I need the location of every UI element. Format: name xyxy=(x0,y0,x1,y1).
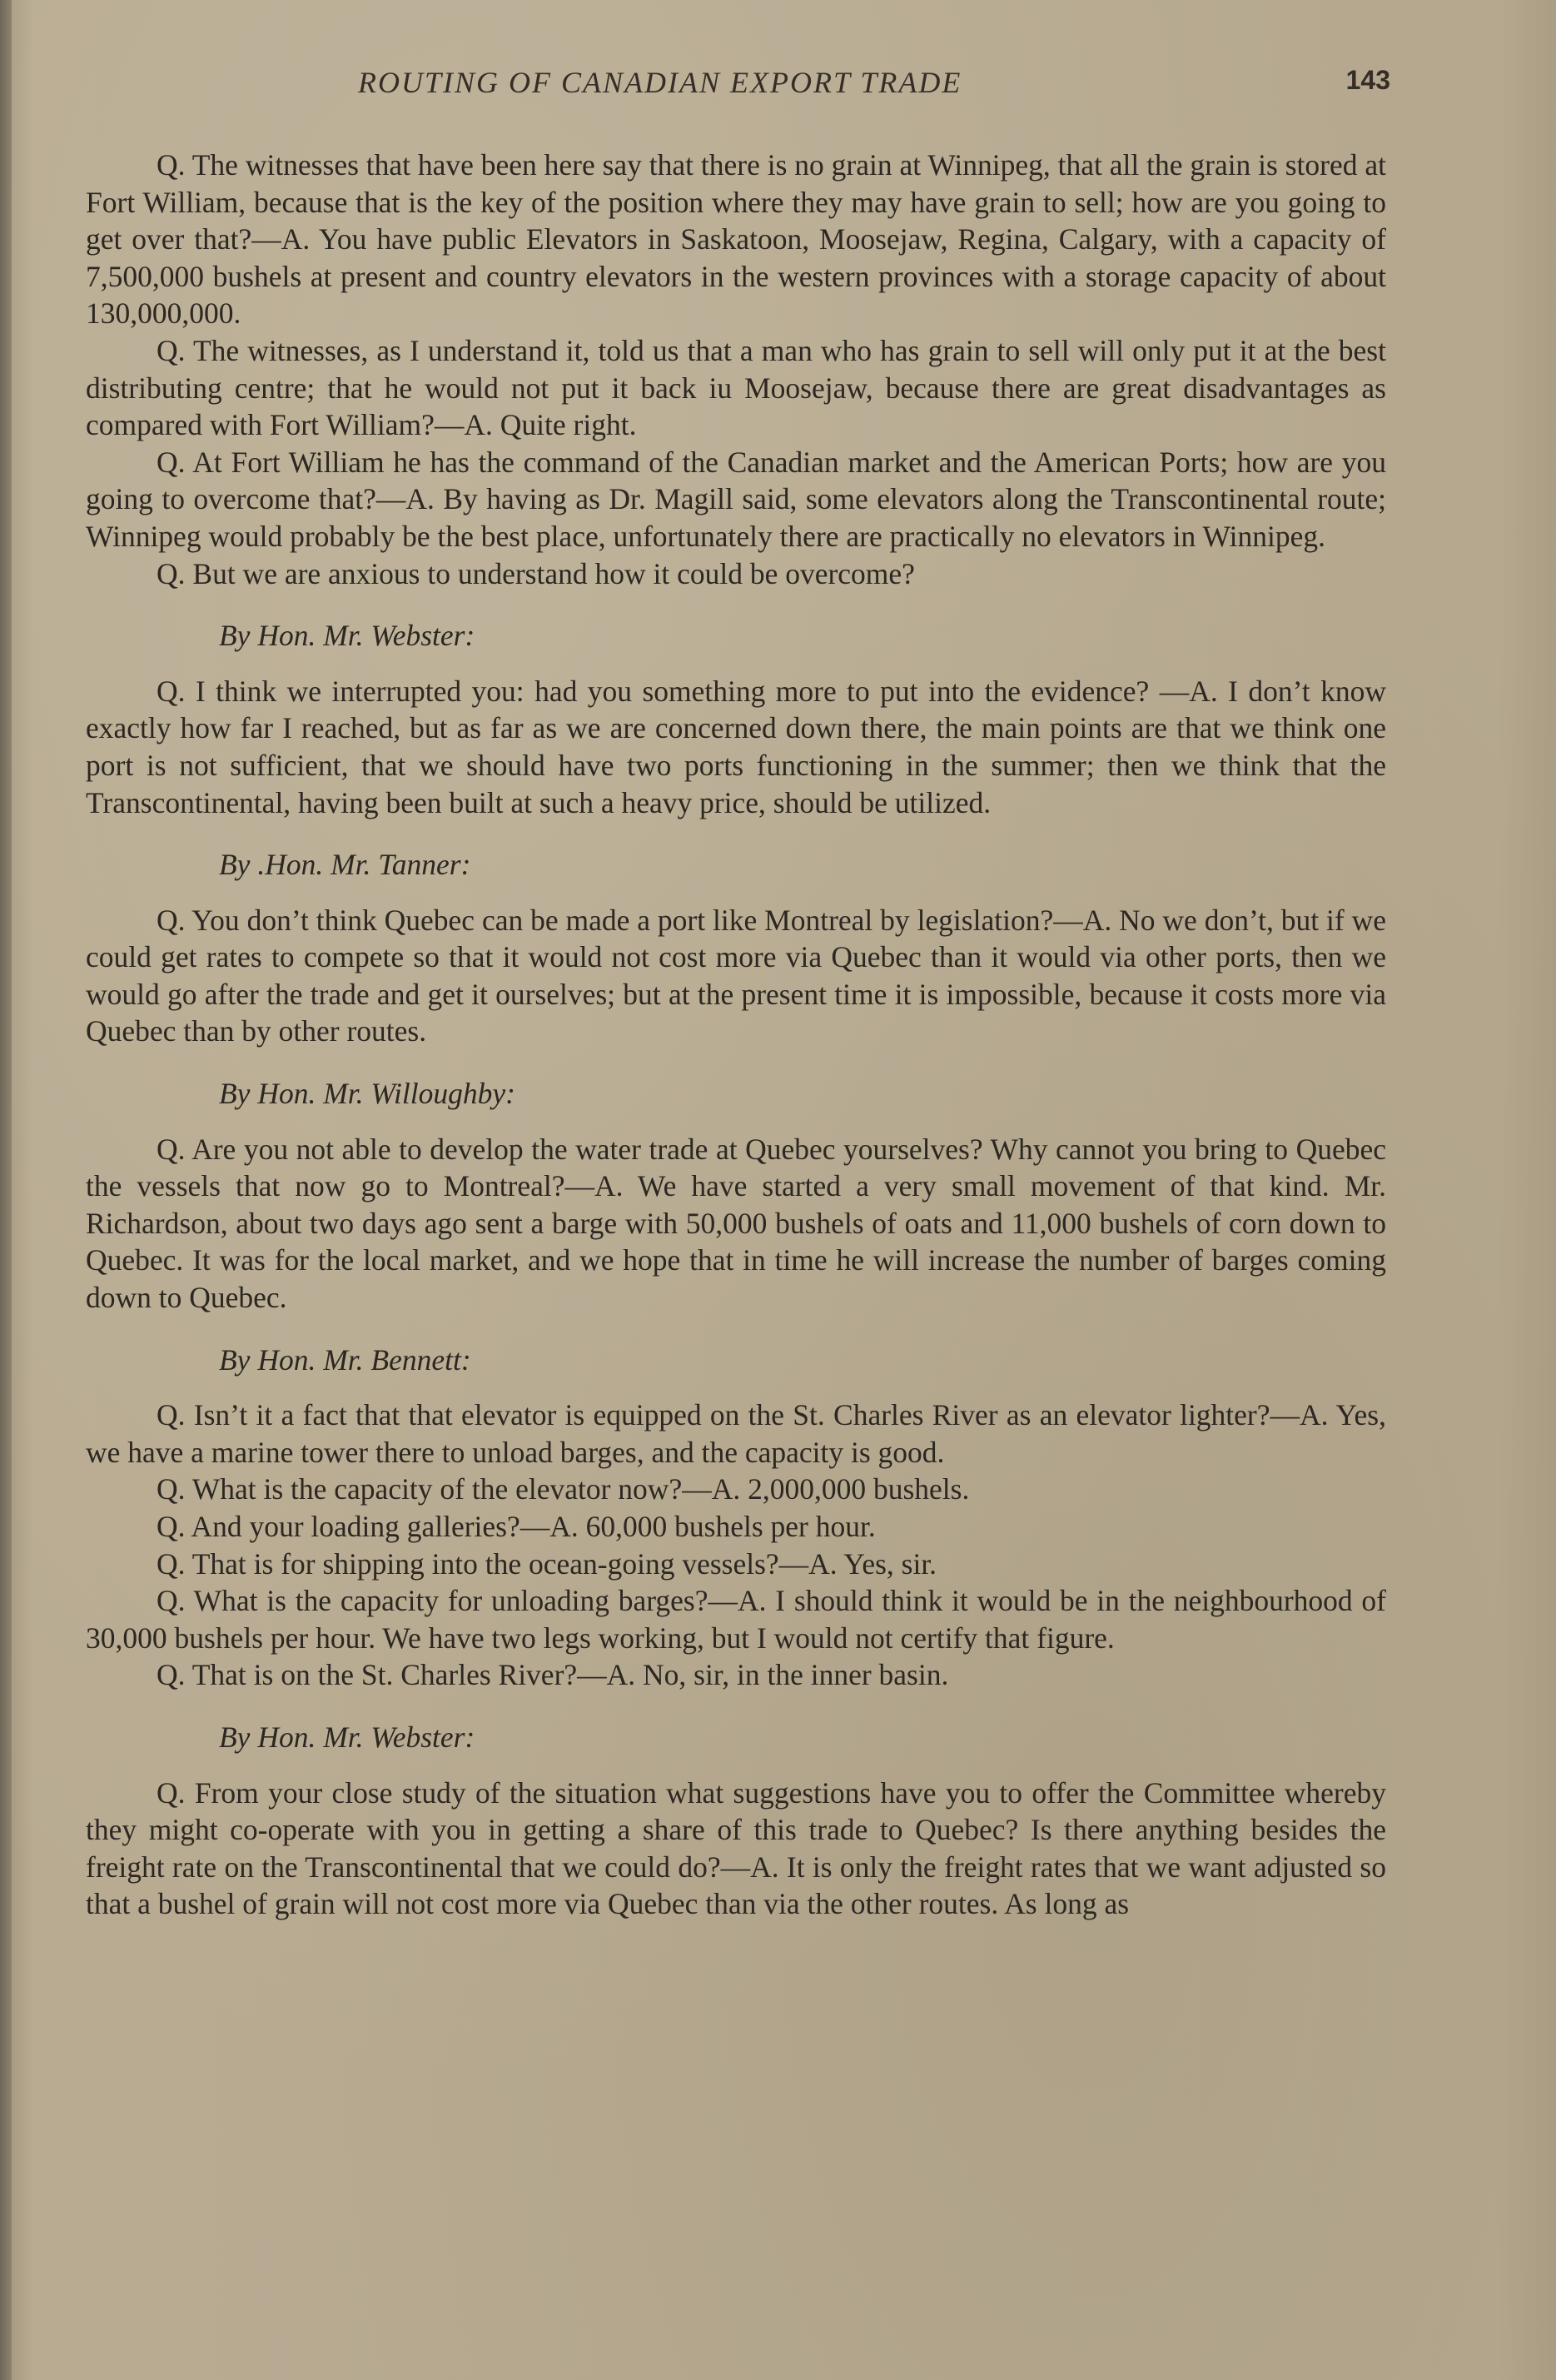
question-paragraph: Q. That is for shipping into the ocean-going vessels?—A. Yes, sir. xyxy=(157,1546,937,1581)
speaker-heading: By Hon. Mr. Willoughby: xyxy=(219,1077,515,1111)
speaker-heading: By Hon. Mr. Webster: xyxy=(219,619,475,653)
question-paragraph: Q. The witnesses that have been here say that there is no grain at Winnipeg, that all the grain is stored at Fort William, because that is the key of the position where they may have grain to sell; how are you going to get over that?—A. You have public Elevators in Saskatoon, Moosejaw, Regina, Calgary, with a capacity of 7,500,000 bushels at present and country elevators in the western provinces with a storage capacity of about 130,000,000. xyxy=(86,148,1386,331)
question-paragraph: Q. Isn’t it a fact that that elevator is equipped on the St. Charles River as an elevator lighter?—A. Yes, we have a marine tower there to unload barges, and the capacity is good. xyxy=(86,1398,1386,1469)
speaker-heading: By .Hon. Mr. Tanner: xyxy=(219,848,471,882)
page-spine-shadow xyxy=(0,0,12,2380)
question-paragraph: Q. What is the capacity of the elevator now?—A. 2,000,000 bushels. xyxy=(157,1472,970,1506)
page-number: 143 xyxy=(1345,65,1390,95)
question-paragraph: Q. What is the capacity for unloading barges?—A. I should think it would be in the neighbourhood of 30,000 bushels per hour. We have two legs working, but I would not certify that figure. xyxy=(86,1584,1386,1655)
running-head xyxy=(83,65,1390,107)
question-paragraph: Q. That is on the St. Charles River?—A. No, sir, in the inner basin. xyxy=(157,1658,949,1692)
running-title: ROUTING OF CANADIAN EXPORT TRADE xyxy=(358,66,962,99)
question-paragraph: Q. You don’t think Quebec can be made a port like Montreal by legislation?—A. No we don’t, but if we could get rates to compete so that it would not cost more via Quebec than it would via other ports, then we would go after the trade and get it ourselves; but at the present time it is impossible, because it costs more via Quebec than by other routes. xyxy=(86,903,1386,1048)
speaker-heading: By Hon. Mr. Bennett: xyxy=(219,1342,471,1377)
question-paragraph: Q. I think we interrupted you: had you something more to put into the evidence? —A. I don’t know exactly how far I reached, but as far as we are concerned down there, the main points are that we think one port is not sufficient, that we should have two ports functioning in the summer; then we think that the Transcontinental, having been built at such a heavy price, should be utilized. xyxy=(86,674,1386,819)
question-paragraph: Q. But we are anxious to understand how it could be overcome? xyxy=(157,556,915,590)
question-paragraph: Q. From your close study of the situation what suggestions have you to offer the Committee whereby they might co-operate with you in getting a share of this trade to Quebec? Is there anything besides the freight rate on the Transcontinental that we could do?—A. It is only the freight rates that we want adjusted so that a bushel of grain will not cost more via Quebec than via the other routes. As long as xyxy=(86,1775,1386,1921)
speaker-heading: By Hon. Mr. Webster: xyxy=(219,1720,475,1754)
question-paragraph: Q. Are you not able to develop the water trade at Quebec yourselves? Why cannot you bring to Quebec the vessels that now go to Montreal?—A. We have started a very small movement of that kind. Mr. Richardson, about two days ago sent a barge with 50,000 bushels of oats and 11,000 bushels of corn down to Quebec. It was for the local market, and we hope that in time he will increase the number of barges coming down to Quebec. xyxy=(86,1132,1386,1315)
question-paragraph: Q. And your loading galleries?—A. 60,000 bushels per hour. xyxy=(157,1510,876,1543)
page-body xyxy=(86,147,1386,1923)
question-paragraph: Q. At Fort William he has the command of the Canadian market and the American Ports; how are you going to overcome that?—A. By having as Dr. Magill said, some elevators along the Transcontinental route; Winnipeg would probably be the best place, unfortunately there are practically no elevators in Winnipeg. xyxy=(86,445,1386,553)
question-paragraph: Q. The witnesses, as I understand it, told us that a man who has grain to sell will only put it at the best distributing centre; that he would not put it back iu Moosejaw, because there are great disadvantages as compared with Fort William?—A. Quite right. xyxy=(86,333,1386,442)
